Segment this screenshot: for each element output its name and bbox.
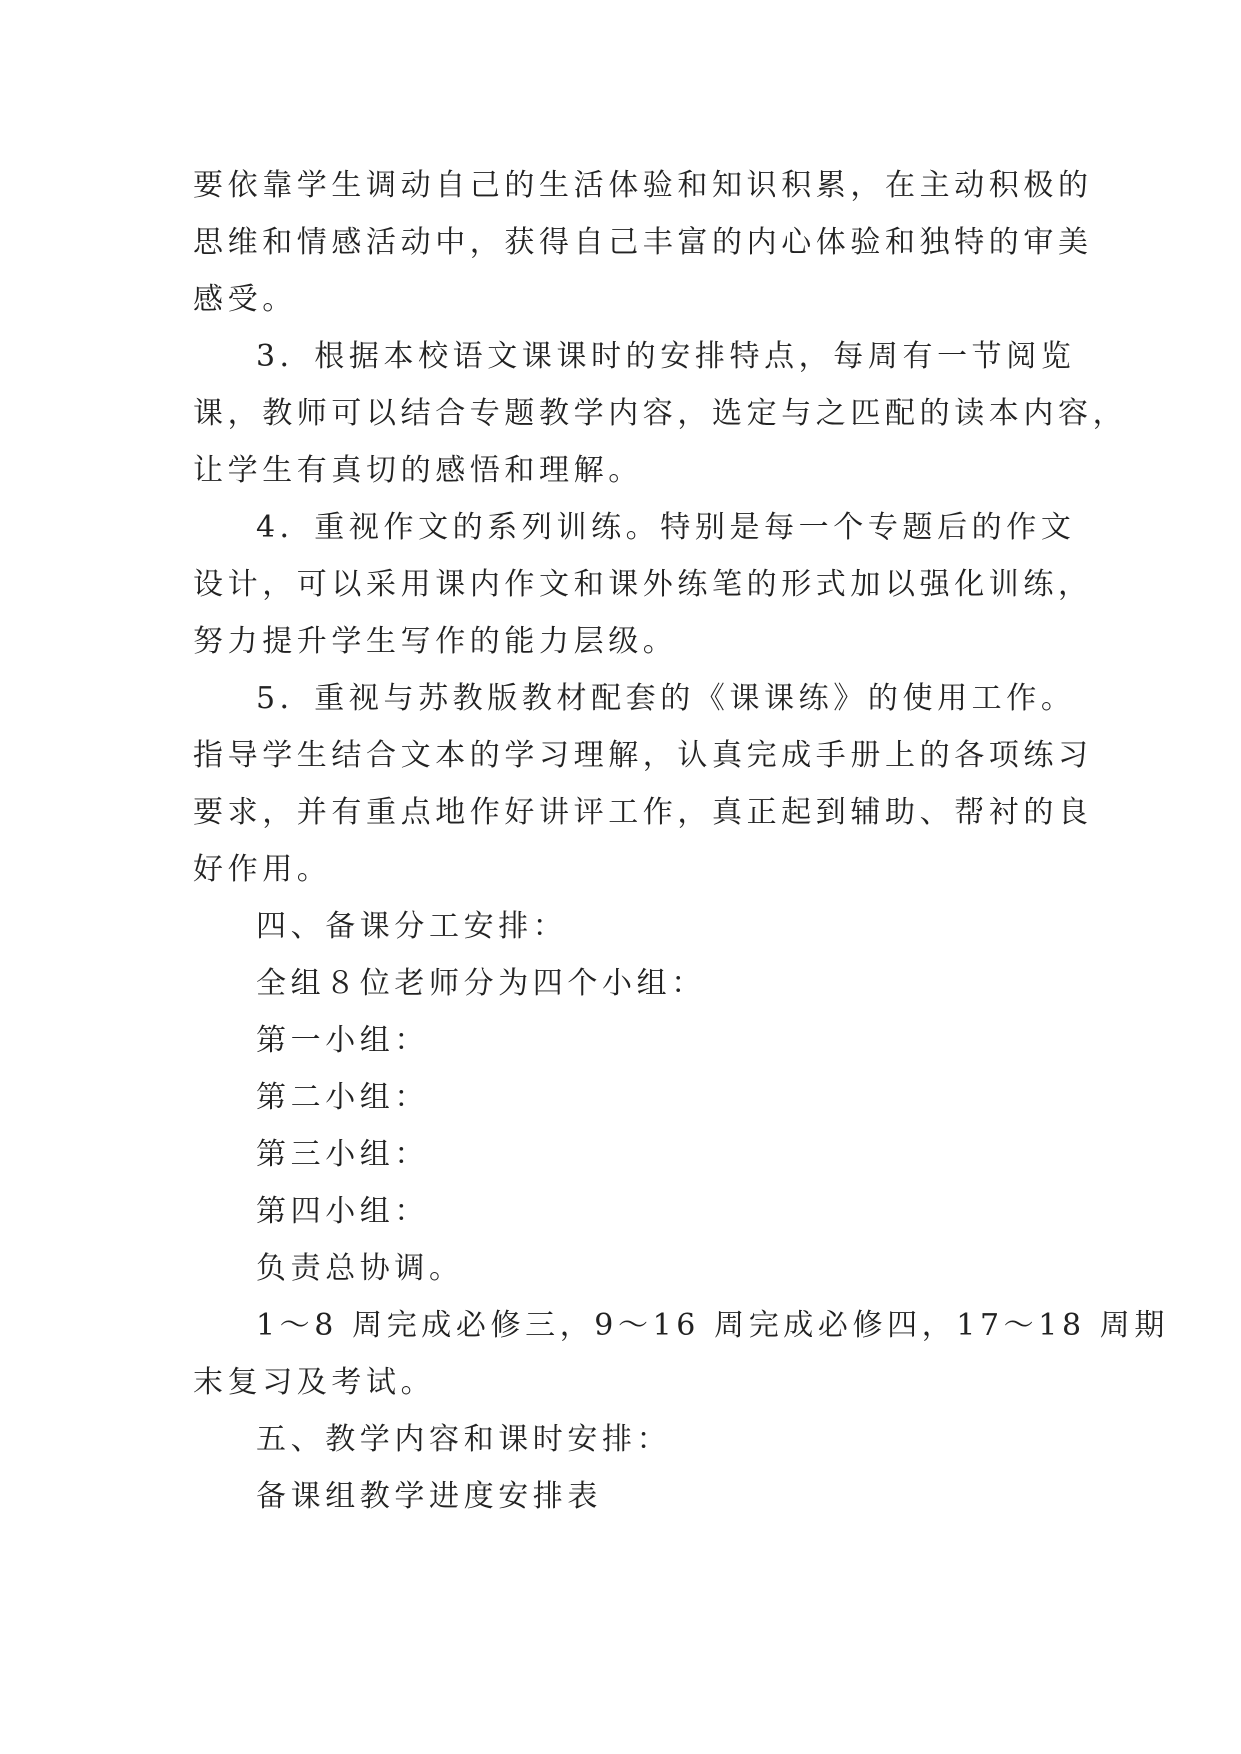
text-line: 思维和情感活动中，获得自己丰富的内心体验和独特的审美: [193, 225, 1093, 260]
text-line: 感受。: [193, 282, 297, 317]
text-line: 好作用。: [193, 852, 332, 887]
section-heading-5: 五、教学内容和课时安排：: [256, 1422, 672, 1457]
text-line: 要求，并有重点地作好讲评工作，真正起到辅助、帮衬的良: [193, 795, 1093, 830]
text-line: 要依靠学生调动自己的生活体验和知识积累，在主动积极的: [193, 168, 1093, 203]
group-3-line: 第三小组：: [256, 1137, 429, 1172]
text-line: 努力提升学生写作的能力层级。: [193, 624, 678, 659]
schedule-line: 1～8 周完成必修三，9～16 周完成必修四，17～18 周期: [256, 1308, 1169, 1343]
list-item-5: 5．重视与苏教版教材配套的《课课练》的使用工作。: [256, 681, 1076, 716]
section-heading-4: 四、备课分工安排：: [256, 909, 568, 944]
table-caption: 备课组教学进度安排表: [256, 1479, 602, 1514]
list-item-3: 3．根据本校语文课课时的安排特点，每周有一节阅览: [256, 339, 1076, 374]
group-4-line: 第四小组：: [256, 1194, 429, 1229]
text-line: 指导学生结合文本的学习理解，认真完成手册上的各项练习: [193, 738, 1093, 773]
text-line: 末复习及考试。: [193, 1365, 436, 1400]
text-line: 全组８位老师分为四个小组：: [256, 966, 706, 1001]
text-line: 让学生有真切的感悟和理解。: [193, 453, 643, 488]
text-line: 设计，可以采用课内作文和课外练笔的形式加以强化训练，: [193, 567, 1093, 602]
group-1-line: 第一小组：: [256, 1023, 429, 1058]
text-line: 课，教师可以结合专题教学内容，选定与之匹配的读本内容，: [193, 396, 1128, 431]
group-2-line: 第二小组：: [256, 1080, 429, 1115]
list-item-4: 4．重视作文的系列训练。特别是每一个专题后的作文: [256, 510, 1076, 545]
text-line: 负责总协调。: [256, 1251, 464, 1286]
